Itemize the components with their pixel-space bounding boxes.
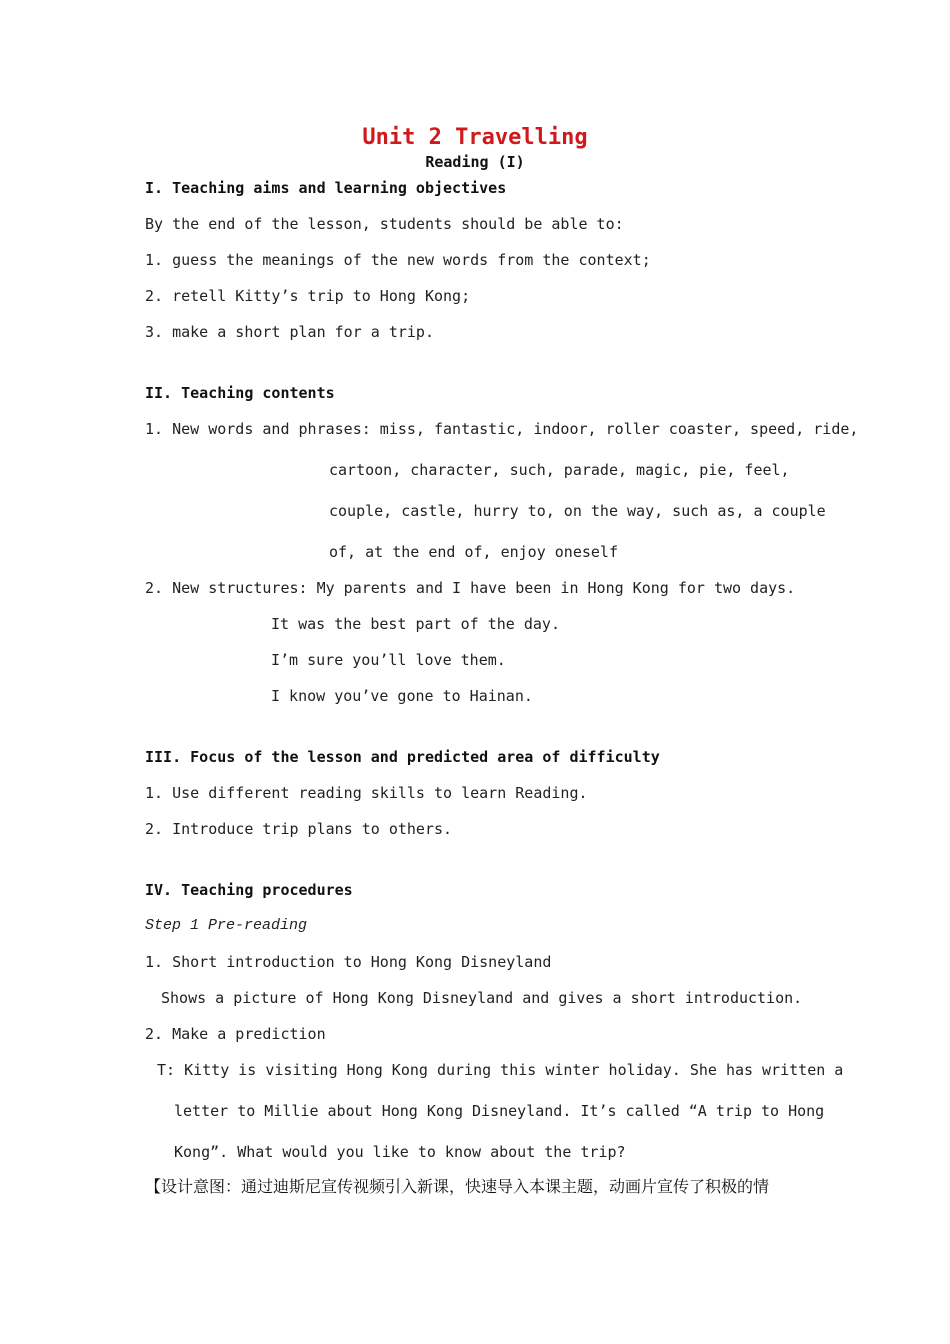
section-heading-aims: I. Teaching aims and learning objectives	[145, 179, 507, 197]
new-structures-line: 2. New structures: My parents and I have been in Hong Kong for two days.	[145, 579, 796, 597]
section-heading-focus: III. Focus of the lesson and predicted area of difficulty	[145, 748, 660, 766]
aims-item-3: 3. make a short plan for a trip.	[145, 323, 434, 341]
document-subtitle: Reading (I)	[425, 153, 525, 171]
new-words-line: of, at the end of, enjoy oneself	[329, 543, 618, 561]
focus-item-2: 2. Introduce trip plans to others.	[145, 820, 453, 838]
aims-intro: By the end of the lesson, students should be able to:	[145, 215, 624, 233]
new-words-line: cartoon, character, such, parade, magic, pie, feel,	[329, 461, 790, 479]
new-words-line: couple, castle, hurry to, on the way, such as, a couple	[329, 502, 826, 520]
design-intent-note: 【设计意图：通过迪斯尼宣传视频引入新课，快速导入本课主题，动画片宣传了积极的情	[145, 1177, 770, 1196]
procedure-item-2: 2. Make a prediction	[145, 1025, 326, 1043]
aims-item-2: 2. retell Kitty’s trip to Hong Kong;	[145, 287, 471, 305]
teacher-line: T: Kitty is visiting Hong Kong during this winter holiday. She has written a	[157, 1061, 844, 1079]
focus-item-1: 1. Use different reading skills to learn Reading.	[145, 784, 588, 802]
new-structures-line: I’m sure you’ll love them.	[271, 651, 506, 669]
procedure-item-1-detail: Shows a picture of Hong Kong Disneyland and gives a short introduction.	[161, 989, 803, 1007]
new-structures-line: I know you’ve gone to Hainan.	[271, 687, 533, 705]
teacher-line: Kong”. What would you like to know about the trip?	[174, 1143, 626, 1161]
teacher-line: letter to Millie about Hong Kong Disneyland. It’s called “A trip to Hong	[174, 1102, 825, 1120]
new-words-line: 1. New words and phrases: miss, fantastic, indoor, roller coaster, speed, ride,	[145, 420, 859, 438]
procedure-item-1: 1. Short introduction to Hong Kong Disneyland	[145, 953, 552, 971]
document-title: Unit 2 Travelling	[362, 125, 588, 150]
section-heading-contents: II. Teaching contents	[145, 384, 335, 402]
step-1-label: Step 1 Pre-reading	[145, 917, 308, 934]
section-heading-procedures: IV. Teaching procedures	[145, 881, 353, 899]
aims-item-1: 1. guess the meanings of the new words from the context;	[145, 251, 651, 269]
new-structures-line: It was the best part of the day.	[271, 615, 560, 633]
